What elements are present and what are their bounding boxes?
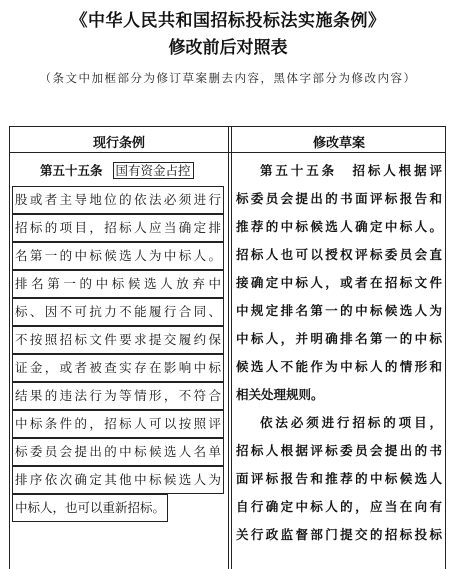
deleted-text-line: 标、因不可抗力不能履行合同、 bbox=[12, 298, 224, 326]
deleted-text-line: 不按照招标文件要求提交履约保 bbox=[12, 326, 224, 354]
header-rule bbox=[10, 152, 445, 153]
deleted-text-line: 排序依次确定其他中标候选人为 bbox=[12, 466, 224, 494]
document-subtitle: 修改前后对照表 bbox=[168, 38, 288, 58]
left-line bbox=[40, 158, 194, 186]
deleted-text: 国有资金占控 bbox=[113, 162, 194, 179]
draft-text-line: 中标人，并明确排名第一的中标 bbox=[236, 331, 442, 346]
draft-text-line: 候选人不能作为中标人的情形和 bbox=[236, 359, 442, 374]
draft-text-line: 第五十五条 招标人根据评 bbox=[260, 163, 442, 178]
draft-text-line: 推荐的中标候选人确定中标人。 bbox=[236, 219, 442, 234]
comparison-table bbox=[9, 126, 446, 569]
deleted-text-line: 排名第一的中标候选人放弃中 bbox=[12, 270, 224, 298]
draft-text-line: 关行政监督部门提交的招标投标 bbox=[236, 527, 442, 542]
draft-text-line: 依法必须进行招标的项目， bbox=[260, 415, 442, 430]
draft-text-line: 标委员会提出的书面评标报告和 bbox=[236, 191, 442, 206]
draft-text-line: 接确定中标人，或者在招标文件 bbox=[236, 275, 442, 290]
draft-text-line: 招标人根据评标委员会提出的书 bbox=[236, 443, 442, 458]
deleted-text-line: 中标条件的，招标人可以按照评 bbox=[12, 410, 224, 438]
draft-text-line: 中规定排名第一的中标候选人为 bbox=[236, 303, 442, 318]
article-number: 第五十五条 bbox=[40, 163, 103, 178]
deleted-text-line: 中标人，也可以重新招标。 bbox=[12, 494, 168, 522]
deleted-text-line: 名第一的中标候选人为中标人。 bbox=[12, 242, 224, 270]
draft-text-line: 招标人也可以授权评标委员会直 bbox=[236, 247, 442, 262]
legend-note: （条文中加框部分为修订草案删去内容，黑体字部分为修改内容） bbox=[39, 71, 417, 85]
draft-text-line: 相关处理规则。 bbox=[236, 387, 324, 402]
column-header-current: 现行条例 bbox=[92, 136, 145, 151]
deleted-text-line: 标委员会提出的中标候选人名单 bbox=[12, 438, 224, 466]
column-header-draft: 修改草案 bbox=[312, 136, 365, 151]
document-title: 《中华人民共和国招标投标法实施条例》 bbox=[70, 11, 386, 31]
draft-text-line: 面评标报告和推荐的中标候选人 bbox=[236, 471, 442, 486]
draft-text-line: 自行确定中标人的，应当在向有 bbox=[236, 499, 442, 514]
deleted-text-line: 招标的项目，招标人应当确定排 bbox=[12, 214, 224, 242]
deleted-text-line: 结果的违法行为等情形，不符合 bbox=[12, 382, 224, 410]
deleted-text-line: 证金，或者被查实存在影响中标 bbox=[12, 354, 224, 382]
deleted-text-line: 股或者主导地位的依法必须进行 bbox=[12, 186, 224, 214]
column-divider bbox=[228, 127, 232, 569]
